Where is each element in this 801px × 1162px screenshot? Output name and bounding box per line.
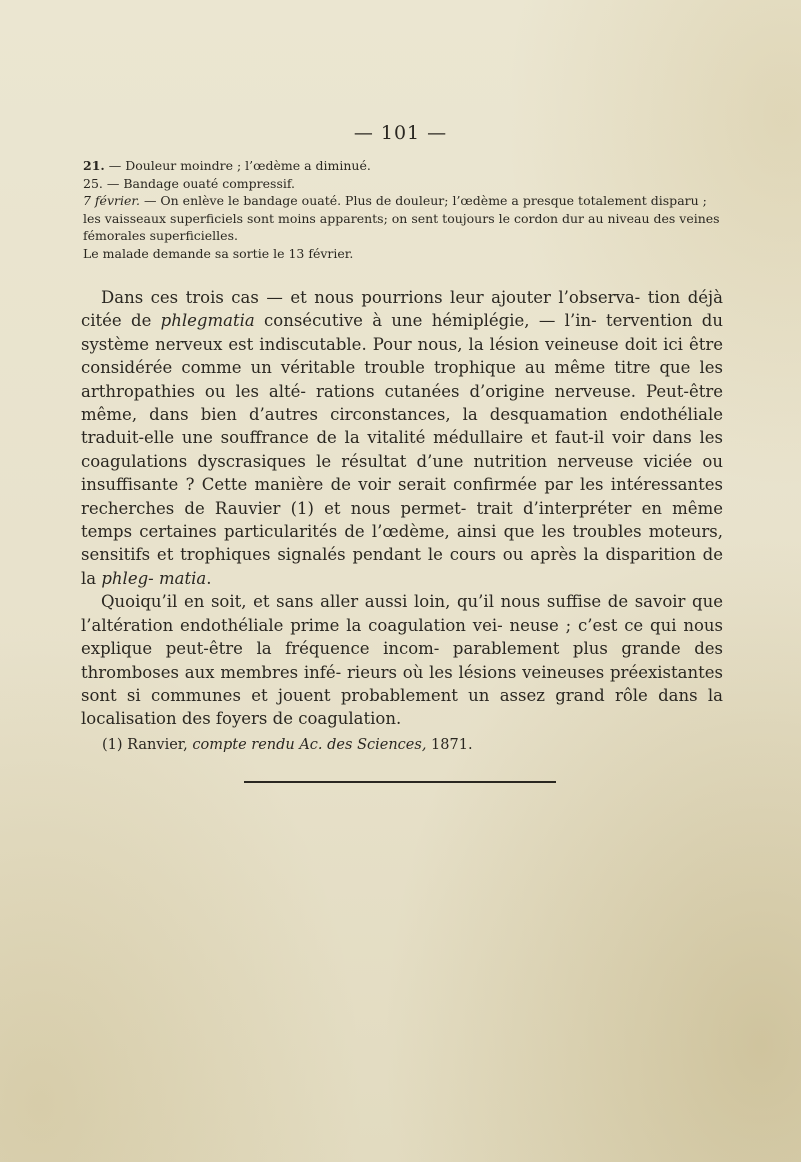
paragraph: Quoiqu’il en soit, et sans aller aussi loin, qu’il nous suffise de savoir que l’altération endothéliale prime la coagulation vei- neuse ; c’est ce qui nous explique peut-être la fréquence incom- parablement plus grande des thromboses aux membres infé- rieurs où les lésions veineuses préexistantes sont si communes et jouent probablement un assez grand rôle dans la localisation des foyers de coagulation. bbox=[81, 592, 723, 729]
note-text: — Bandage ouaté compressif. bbox=[102, 175, 296, 191]
note-text: Le malade demande sa sortie le 13 février. bbox=[83, 245, 354, 261]
italic-term: phlegmatia bbox=[160, 311, 255, 331]
note-text: — On enlève le bandage ouaté. Plus de douleur; l’œdème a presque totalement disparu ; les vaisseaux superficiels sont moins apparents; on sent toujours le cordon dur au niveau des veines fémorales superficielles. bbox=[83, 193, 720, 244]
paragraph-text: Dans ces trois cas — et nous pourrions leur ajouter l’observa- tion déjà citée de bbox=[81, 288, 723, 331]
note-text: — Douleur moindre ; l’œdème a diminué. bbox=[104, 158, 371, 173]
paragraph bbox=[81, 286, 723, 590]
paragraph-text: . bbox=[206, 568, 212, 588]
footnote-source: compte rendu Ac. des Sciences, bbox=[192, 737, 427, 753]
italic-term: phleg- matia bbox=[101, 568, 207, 588]
page-number: — 101 — bbox=[353, 122, 448, 144]
footnote-marker: (1) Ranvier, bbox=[102, 737, 193, 753]
case-notes bbox=[83, 157, 723, 263]
main-text bbox=[81, 286, 723, 731]
note-line bbox=[83, 245, 723, 263]
paragraph-text: consécutive à une hémiplégie, — l’in- tervention du système nerveux est indiscutable. Pour nous, la lésion veineuse doit ici être considérée comme un véritable trouble trophique au même titre que les arthropathies ou les alté- rations cutanées d’origine nerveuse. Peut-être même, dans bien d’autres circonstances, la desquamation endothéliale traduit-elle une souffrance de la vitalité médullaire et faut-il voir dans les coagulations dyscrasiques le résultat d’une nutrition nerveuse viciée ou insuffisante ? Cette manière de voir serait confirmée par les intéressantes recherches de Rauvier (1) et nous permet- trait d’interpréter en même temps certaines particularités de l’œdème, ainsi que les troubles moteurs, sensitifs et trophiques signalés pendant le cours ou après la disparition de la bbox=[81, 311, 723, 588]
footnote-year: 1871. bbox=[426, 737, 473, 753]
note-date: 7 février. bbox=[83, 193, 140, 209]
note-day: 21. bbox=[83, 158, 105, 173]
note-day: 25. bbox=[83, 175, 103, 191]
note-line bbox=[83, 157, 723, 175]
note-line bbox=[83, 192, 723, 245]
divider-rule bbox=[244, 781, 556, 783]
footnote bbox=[102, 736, 722, 754]
note-line bbox=[83, 175, 723, 193]
